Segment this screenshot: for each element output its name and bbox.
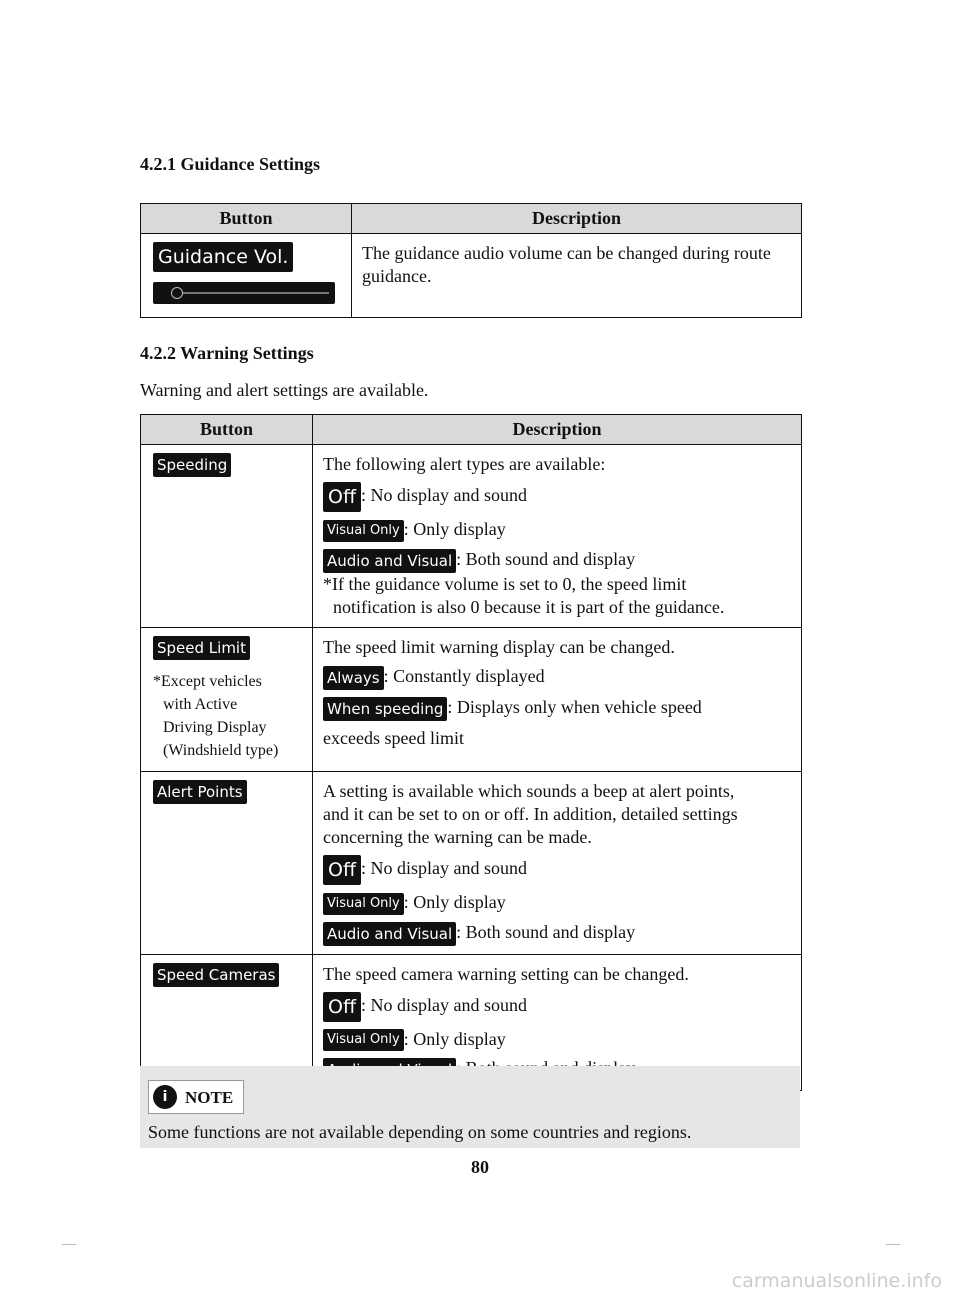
description-cell xyxy=(313,445,802,628)
button-cell xyxy=(141,771,313,954)
desc-lead: The following alert types are available: xyxy=(323,454,606,474)
footnote: *If the guidance volume is set to 0, the speed limit xyxy=(323,573,687,594)
column-header-description: Description xyxy=(313,415,802,445)
description-cell xyxy=(313,771,802,954)
when-speeding-chip: When speeding xyxy=(323,697,447,721)
desc-lead: concerning the warning can be made. xyxy=(323,826,592,847)
alert-points-chip: Alert Points xyxy=(153,780,247,804)
table-row-alert-points xyxy=(141,771,802,954)
speed-cameras-chip: Speed Cameras xyxy=(153,963,279,987)
desc-lead: The speed camera warning setting can be changed. xyxy=(323,963,689,984)
button-cell xyxy=(141,627,313,771)
option-text: : No display and sound xyxy=(361,994,528,1015)
speed-limit-chip: Speed Limit xyxy=(153,636,250,660)
guidance-volume-chip: Guidance Vol. xyxy=(153,242,293,272)
slider-knob-icon xyxy=(171,287,183,299)
exception-line: *Except vehicles xyxy=(153,672,262,690)
column-header-button: Button xyxy=(141,204,352,234)
exception-line: Driving Display xyxy=(163,718,267,736)
option-text: : Both sound and display xyxy=(456,921,636,942)
warning-settings-table xyxy=(140,414,802,1091)
footnote: notification is also 0 because it is part of the guidance. xyxy=(333,596,725,617)
option-text: exceeds speed limit xyxy=(323,727,464,748)
visual-only-chip: Visual Only xyxy=(323,893,404,915)
note-badge xyxy=(148,1080,244,1114)
section-heading-guidance: 4.2.1 Guidance Settings xyxy=(140,154,321,174)
footer-line xyxy=(886,1244,900,1245)
off-chip: Off xyxy=(323,482,361,512)
exception-note xyxy=(153,670,312,762)
button-cell xyxy=(141,234,352,318)
option-text: : Constantly displayed xyxy=(383,665,545,686)
exception-line: with Active xyxy=(163,695,238,713)
table-row-speeding xyxy=(141,445,802,628)
option-text: : Only display xyxy=(403,1028,506,1049)
option-text: : Both sound and display xyxy=(456,548,636,569)
note-icon: i xyxy=(153,1085,177,1109)
section-intro: Warning and alert settings are available. xyxy=(140,380,429,400)
off-chip: Off xyxy=(323,855,361,885)
button-cell xyxy=(141,445,313,628)
note-box xyxy=(140,1066,800,1148)
off-chip: Off xyxy=(323,992,361,1022)
section-heading-warning: 4.2.2 Warning Settings xyxy=(140,343,314,363)
desc-lead: A setting is available which sounds a beep at alert points, xyxy=(323,780,735,801)
note-label: NOTE xyxy=(185,1088,234,1107)
exception-line: (Windshield type) xyxy=(163,741,279,759)
audio-and-visual-chip: Audio and Visual xyxy=(323,549,456,573)
column-header-button: Button xyxy=(141,415,313,445)
option-text: : No display and sound xyxy=(361,485,528,506)
option-text: : Displays only when vehicle speed xyxy=(447,696,702,717)
option-text: : No display and sound xyxy=(361,857,528,878)
visual-only-chip: Visual Only xyxy=(323,520,404,542)
desc-lead: and it can be set to on or off. In addition, detailed settings xyxy=(323,803,738,824)
option-text: : Only display xyxy=(403,891,506,912)
speeding-chip: Speeding xyxy=(153,453,231,477)
desc-lead: The speed limit warning display can be changed. xyxy=(323,636,675,657)
always-chip: Always xyxy=(323,666,384,690)
description-cell: The guidance audio volume can be changed during route guidance. xyxy=(352,234,802,318)
page-number: 80 xyxy=(471,1157,489,1177)
audio-and-visual-chip: Audio and Visual xyxy=(323,922,456,946)
table-row-speed-limit xyxy=(141,627,802,771)
guidance-settings-table xyxy=(140,203,802,318)
note-text: Some functions are not available depending on some countries and regions. xyxy=(148,1122,692,1142)
visual-only-chip: Visual Only xyxy=(323,1029,404,1051)
option-text: : Only display xyxy=(403,519,506,539)
column-header-description: Description xyxy=(352,204,802,234)
watermark: carmanualsonline.info xyxy=(731,1270,942,1292)
description-cell xyxy=(313,627,802,771)
volume-slider-image xyxy=(153,282,335,304)
footer-line xyxy=(62,1244,76,1245)
